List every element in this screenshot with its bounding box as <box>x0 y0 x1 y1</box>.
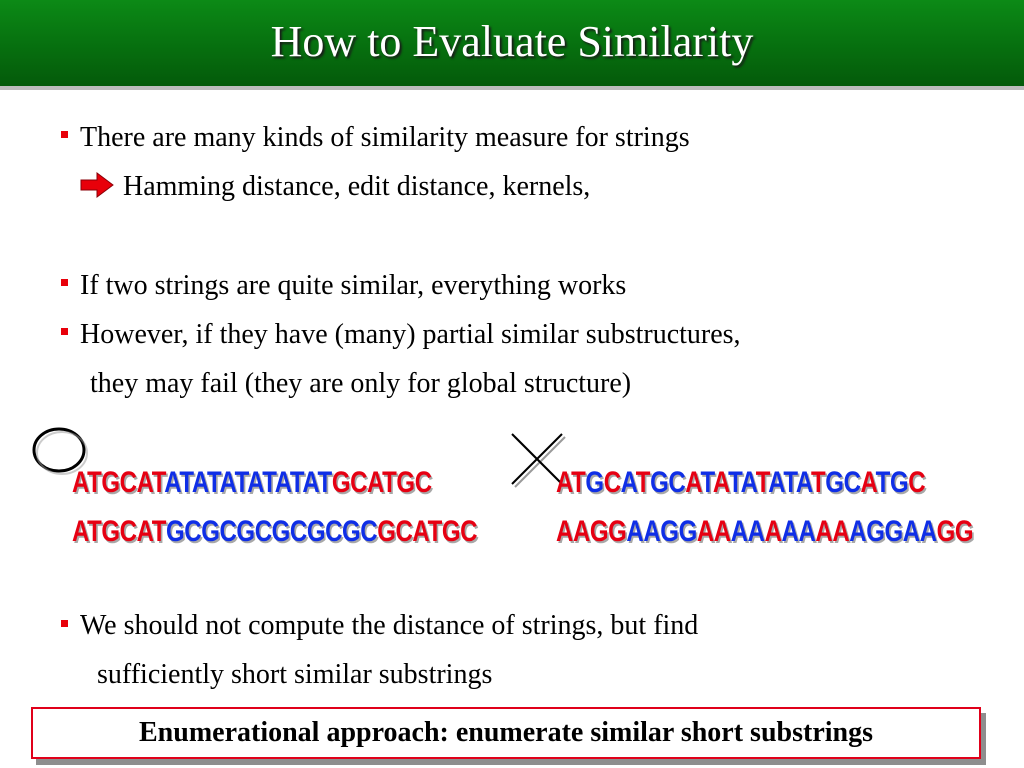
nucleotide: A <box>747 515 765 548</box>
nucleotide: A <box>712 466 729 499</box>
nucleotide: A <box>696 515 714 548</box>
nucleotide: T <box>811 466 826 499</box>
nucleotide: A <box>572 515 590 548</box>
nucleotide: A <box>643 515 661 548</box>
nucleotide: C <box>603 466 621 499</box>
nucleotide: A <box>556 466 572 499</box>
nucleotide: C <box>668 466 686 499</box>
nucleotide: T <box>875 466 890 499</box>
nucleotide: G <box>608 515 627 548</box>
sub-bullet-text: Hamming distance, edit distance, kernels, <box>123 171 591 202</box>
bullet-continuation-text: sufficiently short similar substrings <box>97 659 493 690</box>
red-bullet-icon <box>61 620 68 627</box>
nucleotide: G <box>936 515 955 548</box>
bullet-continuation-text: they may fail (they are only for global structure) <box>90 368 632 399</box>
dna-sequence-dissimilar-2 <box>556 514 973 550</box>
nucleotide: G <box>650 466 669 499</box>
summary-box <box>31 707 981 759</box>
nucleotide: G <box>889 466 909 499</box>
dna-sequence-dissimilar-1 <box>556 465 925 501</box>
nucleotide: A <box>620 466 636 499</box>
nucleotide: A <box>730 515 748 548</box>
nucleotide: C <box>908 466 926 499</box>
nucleotide: G <box>954 515 974 548</box>
red-bullet-icon <box>61 131 68 138</box>
nucleotide: T <box>700 466 713 499</box>
nucleotide: C <box>843 466 861 499</box>
bullet-text: However, if they have (many) partial similar substructures, <box>80 319 741 350</box>
slide-title: How to Evaluate Similarity <box>270 17 754 66</box>
nucleotide: G <box>585 466 604 499</box>
nucleotide: A <box>685 466 701 499</box>
nucleotide: T <box>728 466 741 499</box>
nucleotide: G <box>589 515 609 548</box>
nucleotide: T <box>571 466 586 499</box>
nucleotide: A <box>795 466 812 499</box>
nucleotide: A <box>713 515 731 548</box>
red-bullet-icon <box>61 279 68 286</box>
nucleotide: G <box>884 515 903 548</box>
nucleotide: A <box>556 515 573 548</box>
nucleotide: A <box>849 515 867 548</box>
bullet-text: There are many kinds of similarity measure for strings <box>80 122 690 153</box>
nucleotide: G <box>866 515 885 548</box>
nucleotide: A <box>815 515 833 548</box>
nucleotide: A <box>740 466 756 499</box>
dna-sequence-similar-1: ATGCATATATATATATATGCATGC <box>72 466 432 499</box>
nucleotide: A <box>764 515 782 548</box>
nucleotide: G <box>825 466 844 499</box>
nucleotide: A <box>626 515 644 548</box>
nucleotide: A <box>860 466 876 499</box>
nucleotide: A <box>902 515 920 548</box>
nucleotide: T <box>755 466 769 499</box>
nucleotide: G <box>660 515 679 548</box>
nucleotide: A <box>919 515 937 548</box>
summary-text: Enumerational approach: enumerate similar short substrings <box>139 717 873 748</box>
nucleotide: A <box>832 515 850 548</box>
nucleotide: G <box>678 515 697 548</box>
bullet-text: We should not compute the distance of strings, but find <box>80 610 699 641</box>
nucleotide: A <box>768 466 784 499</box>
title-bar-underline <box>0 86 1024 90</box>
nucleotide: A <box>781 515 799 548</box>
nucleotide: T <box>635 466 651 499</box>
dna-sequence-similar-2: ATGCATGCGCGCGCGCGCGCATGC <box>72 515 478 548</box>
nucleotide: T <box>783 466 796 499</box>
red-bullet-icon <box>61 328 68 335</box>
bullet-text: If two strings are quite similar, everything works <box>80 270 627 301</box>
right-arrow-icon <box>80 172 114 198</box>
nucleotide: A <box>798 515 816 548</box>
